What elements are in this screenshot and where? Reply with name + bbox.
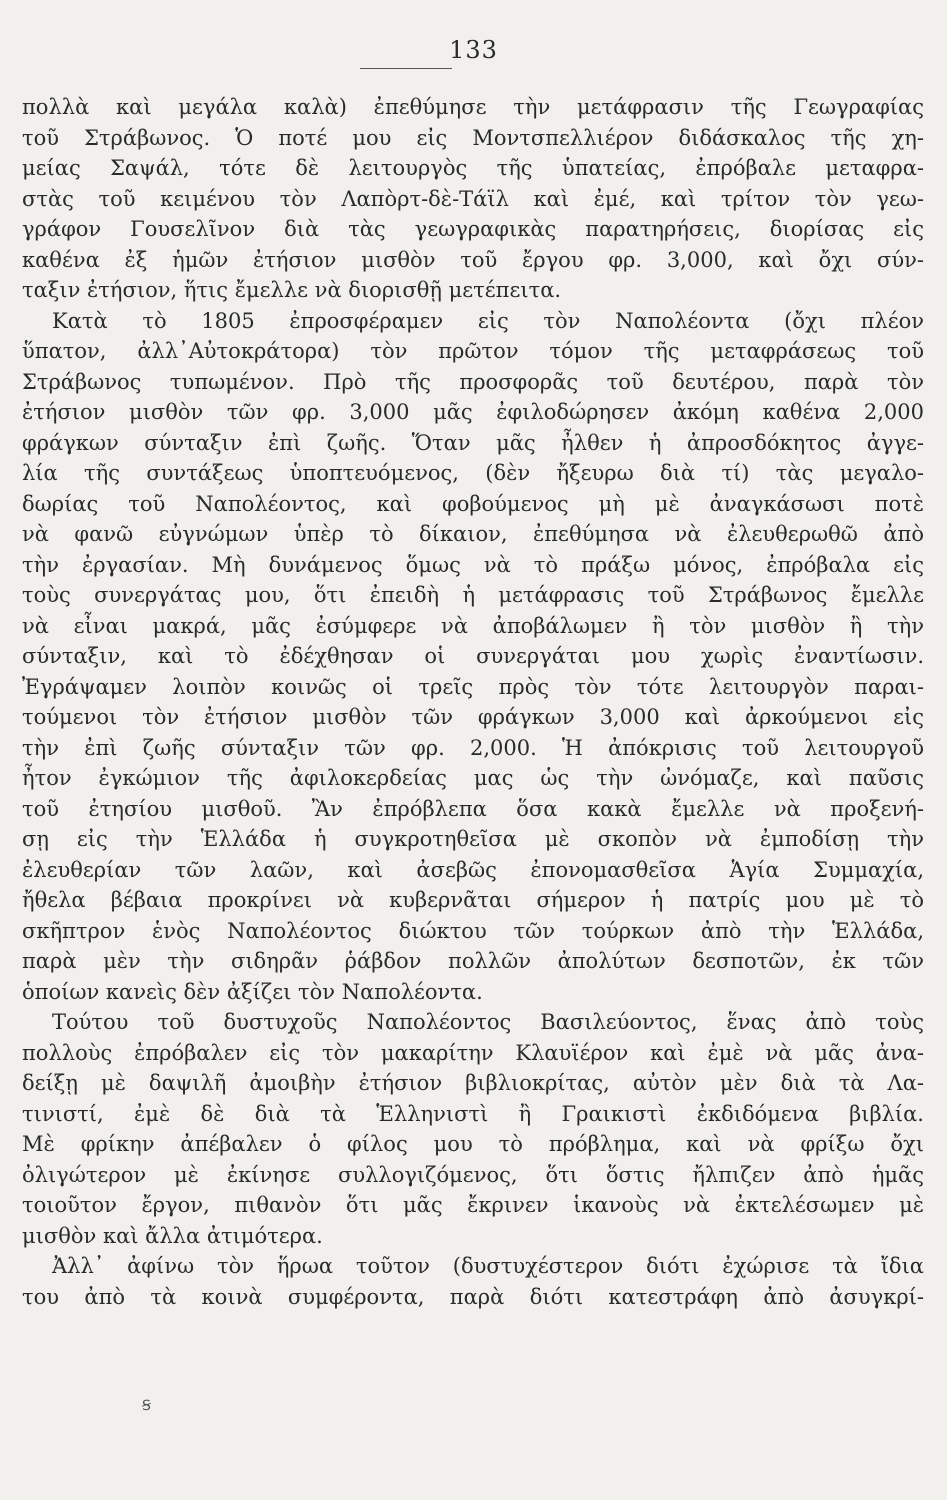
text-line: στὰς τοῦ κειμένου τὸν Λαπὸρτ-δὲ-Τάϊλ καὶ ἐμέ, καὶ τρίτον τὸν γεω-	[22, 186, 924, 211]
text-line: τὴν ἐπὶ ζωῆς σύνταξιν τῶν φρ. 2,000. Ἡ ἀπόκρισις τοῦ λειτουργοῦ	[22, 735, 924, 760]
text-line: μείας Σαψάλ, τότε δὲ λειτουργὸς τῆς ὑπατείας, ἐπρόβαλε μεταφρα-	[22, 156, 924, 180]
text-line: μισθὸν καὶ ἄλλα ἀτιμότερα.	[22, 1223, 323, 1248]
text-line: δωρίας τοῦ Ναπολέοντος, καὶ φοβούμενος μὴ μὲ ἀναγκάσωσι ποτὲ	[22, 491, 924, 516]
text-line: λία τῆς συντάξεως ὑποπτευόμενος, (δὲν ἤξευρω διὰ τί) τὰς μεγαλο-	[22, 461, 924, 485]
text-line: του ἀπὸ τὰ κοινὰ συμφέροντα, παρὰ διότι κατεστράφη ἀπὸ ἀσυγκρί-	[22, 1284, 924, 1309]
text-line: ὁποίων κανεὶς δὲν ἀξίζει τὸν Ναπολέοντα.	[22, 979, 483, 1004]
page-number: 133	[449, 36, 498, 64]
text-line: Μὲ φρίκην ἀπέβαλεν ὁ φίλος μου τὸ πρόβλημα, καὶ νὰ φρίξω ὄχι	[22, 1132, 924, 1156]
text-line: τοῦ Στράβωνος. Ὁ ποτέ μου εἰς Μοντσπελλιέρον διδάσκαλος τῆς χη-	[22, 125, 924, 150]
text-line: σκῆπτρον ἑνὸς Ναπολέοντος διώκτου τῶν τούρκων ἀπὸ τὴν Ἑλλάδα,	[22, 918, 924, 943]
text-line: Ἀλλ᾽ ἀφίνω τὸν ἥρωα τοῦτον (δυστυχέστερον διότι ἐχώρισε τὰ ἴδια	[52, 1254, 924, 1278]
text-line: ὕπατον, ἀλλ᾽Αὐτοκράτορα) τὸν πρῶτον τόμον τῆς μεταφράσεως τοῦ	[22, 339, 924, 363]
text-line: τοὺς συνεργάτας μου, ὅτι ἐπειδὴ ἡ μετάφρασις τοῦ Στράβωνος ἔμελλε	[22, 583, 924, 607]
text-line: ταξιν ἐτήσιον, ἥτις ἔμελλε νὰ διορισθῇ μετέπειτα.	[22, 278, 562, 302]
text-line: πολλὰ καὶ μεγάλα καλὰ) ἐπεθύμησε τὴν μετάφρασιν τῆς Γεωγραφίας	[22, 95, 924, 119]
text-line: ὀλιγώτερον μὲ ἐκίνησε συλλογιζόμενος, ὅτι ὅστις ἤλπιζεν ἀπὸ ἡμᾶς	[22, 1162, 924, 1187]
text-line: παρὰ μὲν τὴν σιδηρᾶν ῥάβδον πολλῶν ἀπολύτων δεσποτῶν, ἐκ τῶν	[22, 949, 924, 973]
text-line: τὴν ἐργασίαν. Μὴ δυνάμενος ὅμως νὰ τὸ πράξω μόνος, ἐπρόβαλα εἰς	[22, 552, 924, 577]
text-line: τινιστί, ἐμὲ δὲ διὰ τὰ Ἑλληνιστὶ ἢ Γραικιστὶ ἐκδιδόμενα βιβλία.	[22, 1101, 924, 1126]
text-line: ἐλευθερίαν τῶν λαῶν, καὶ ἀσεβῶς ἐπονομασθεῖσα Ἁγία Συμμαχία,	[22, 857, 924, 882]
text-line: ἦτον ἐγκώμιον τῆς ἀφιλοκερδείας μας ὡς τὴν ὠνόμαζε, καὶ παῦσις	[22, 766, 924, 790]
text-line: Κατὰ τὸ 1805 ἐπροσφέραμεν εἰς τὸν Ναπολέοντα (ὄχι πλέον	[52, 308, 924, 333]
text-body	[22, 92, 924, 1312]
footer-mark: Ꞩ	[142, 1398, 151, 1414]
text-line: δείξῃ μὲ δαψιλῆ ἀμοιβὴν ἐτήσιον βιβλιοκρίτας, αὐτὸν μὲν διὰ τὰ Λα-	[22, 1071, 924, 1095]
page-number-rule	[360, 68, 452, 69]
text-line: νὰ εἶναι μακρά, μᾶς ἐσύμφερε νὰ ἀποβάλωμεν ἢ τὸν μισθὸν ἢ τὴν	[22, 613, 924, 638]
text-line: σύνταξιν, καὶ τὸ ἐδέχθησαν οἱ συνεργάται μου χωρὶς ἐναντίωσιν.	[22, 644, 924, 668]
text-line: Στράβωνος τυπωμένον. Πρὸ τῆς προσφορᾶς τοῦ δευτέρου, παρὰ τὸν	[22, 369, 924, 394]
text-line: νὰ φανῶ εὐγνώμων ὑπὲρ τὸ δίκαιον, ἐπεθύμησα νὰ ἐλευθερωθῶ ἀπὸ	[22, 522, 924, 546]
text-line: καθένα ἐξ ἡμῶν ἐτήσιον μισθὸν τοῦ ἔργου φρ. 3,000, καὶ ὄχι σύν-	[22, 247, 924, 272]
text-line: τούμενοι τὸν ἐτήσιον μισθὸν τῶν φράγκων 3,000 καὶ ἀρκούμενοι εἰς	[22, 705, 924, 729]
text-line: τοῦ ἐτησίου μισθοῦ. Ἂν ἐπρόβλεπα ὅσα κακὰ ἔμελλε νὰ προξενή-	[22, 796, 924, 821]
text-line: Τούτου τοῦ δυστυχοῦς Ναπολέοντος Βασιλεύοντος, ἕνας ἀπὸ τοὺς	[52, 1010, 924, 1034]
text-line: ἐτήσιον μισθὸν τῶν φρ. 3,000 μᾶς ἐφιλοδώρησεν ἀκόμη καθένα 2,000	[22, 400, 924, 424]
text-line: Ἐγράψαμεν λοιπὸν κοινῶς οἱ τρεῖς πρὸς τὸν τότε λειτουργὸν παραι-	[22, 674, 924, 699]
text-line: φράγκων σύνταξιν ἐπὶ ζωῆς. Ὅταν μᾶς ἦλθεν ἡ ἀπροσδόκητος ἀγγε-	[22, 430, 924, 455]
text-line: σῃ εἰς τὴν Ἑλλάδα ἡ συγκροτηθεῖσα μὲ σκοπὸν νὰ ἐμποδίσῃ τὴν	[22, 827, 924, 851]
text-line: τοιοῦτον ἔργον, πιθανὸν ὅτι μᾶς ἔκρινεν ἱκανοὺς νὰ ἐκτελέσωμεν μὲ	[22, 1193, 924, 1217]
text-line: ἤθελα βέβαια προκρίνει νὰ κυβερνᾶται σήμερον ἡ πατρίς μου μὲ τὸ	[22, 888, 924, 912]
text-line: πολλοὺς ἐπρόβαλεν εἰς τὸν μακαρίτην Κλαυϊέρον καὶ ἐμὲ νὰ μᾶς ἀνα-	[22, 1040, 924, 1065]
text-line: γράφον Γουσελῖνον διὰ τὰς γεωγραφικὰς παρατηρήσεις, διορίσας εἰς	[22, 217, 924, 241]
